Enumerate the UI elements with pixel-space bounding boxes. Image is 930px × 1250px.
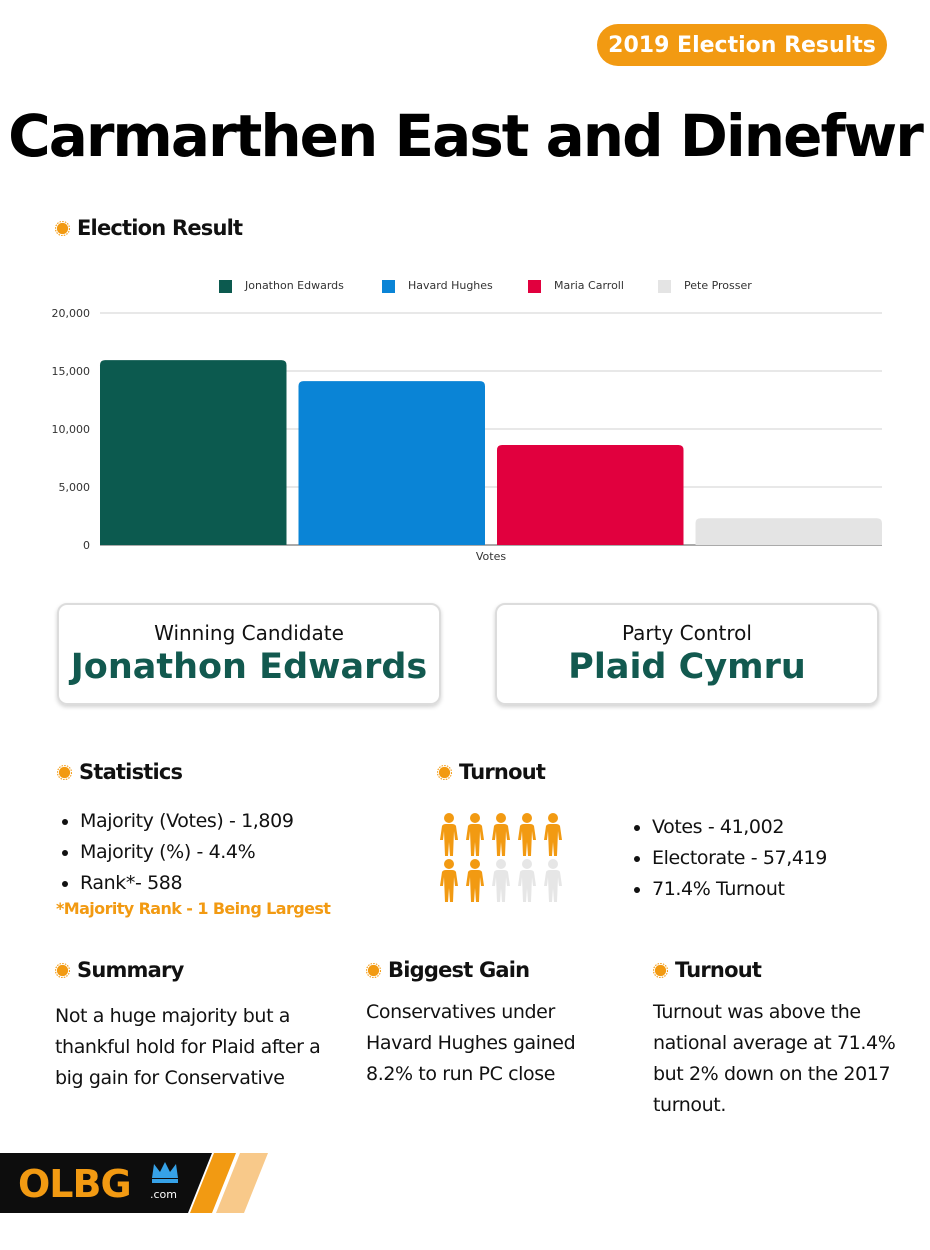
- text-line: Not a huge majority but a: [55, 1005, 290, 1027]
- sun-bullet-icon: [55, 963, 70, 978]
- person-icon: [466, 859, 484, 902]
- bar: [696, 518, 883, 545]
- list-item: • Rank*- 588: [80, 868, 294, 899]
- section-title: Turnout: [459, 760, 546, 784]
- winning-candidate-label: Winning Candidate: [154, 621, 344, 645]
- legend-label: Maria Carroll: [554, 279, 624, 292]
- legend-label: Havard Hughes: [408, 279, 493, 292]
- text-line: Conservatives under: [366, 1001, 555, 1023]
- statistics-list: [55, 806, 294, 899]
- person-icon: [544, 813, 562, 856]
- sun-bullet-icon: [437, 765, 452, 780]
- list-item: • Electorate - 57,419: [652, 843, 827, 874]
- section-turnout-notes: [653, 958, 761, 982]
- section-election-result: [55, 216, 242, 240]
- sun-bullet-icon: [366, 963, 381, 978]
- logo-suffix: .com: [150, 1188, 177, 1201]
- section-title: Statistics: [79, 760, 183, 784]
- list-item: • Majority (Votes) - 1,809: [80, 806, 294, 837]
- legend-swatch: [658, 280, 671, 293]
- x-category-label: Votes: [475, 550, 507, 563]
- section-title: Turnout: [675, 958, 762, 982]
- section-biggest-gain: [366, 958, 529, 982]
- text-line: big gain for Conservative: [55, 1067, 285, 1089]
- logo-text: OLBG: [18, 1162, 131, 1206]
- list-item: • Majority (%) - 4.4%: [80, 837, 294, 868]
- person-icon: [492, 859, 510, 902]
- olbg-logo: [0, 1153, 270, 1213]
- year-badge: 2019 Election Results: [597, 24, 887, 66]
- person-icon: [466, 813, 484, 856]
- y-tick-label: 5,000: [58, 481, 90, 494]
- turnout-notes-text: [653, 997, 895, 1121]
- y-tick-label: 20,000: [51, 307, 90, 320]
- text-line: 8.2% to run PC close: [366, 1063, 556, 1085]
- winning-candidate-card: [57, 603, 441, 705]
- y-tick-label: 0: [83, 539, 90, 552]
- text-line: national average at 71.4%: [653, 1032, 896, 1054]
- biggest-gain-text: [366, 997, 575, 1090]
- section-statistics: [57, 760, 182, 784]
- sun-bullet-icon: [653, 963, 668, 978]
- person-icon: [440, 859, 458, 902]
- section-title: Biggest Gain: [388, 958, 530, 982]
- legend-label: Jonathon Edwards: [245, 279, 344, 292]
- legend-label: Pete Prosser: [684, 279, 752, 292]
- bar: [299, 381, 486, 545]
- legend-swatch: [382, 280, 395, 293]
- party-control-card: [495, 603, 879, 705]
- text-line: thankful hold for Plaid after a: [55, 1036, 321, 1058]
- bar: [100, 360, 287, 545]
- y-tick-label: 15,000: [51, 365, 90, 378]
- person-icon: [518, 859, 536, 902]
- text-line: Turnout was above the: [653, 1001, 861, 1023]
- section-title: Election Result: [77, 216, 243, 240]
- section-title: Summary: [77, 958, 184, 982]
- bar: [497, 445, 684, 545]
- person-icon: [518, 813, 536, 856]
- person-icon: [544, 859, 562, 902]
- list-item: • 71.4% Turnout: [652, 874, 827, 905]
- turnout-list: [627, 812, 827, 905]
- sun-bullet-icon: [55, 221, 70, 236]
- legend-swatch: [219, 280, 232, 293]
- winning-candidate-value: Jonathon Edwards: [70, 647, 428, 687]
- legend-swatch: [528, 280, 541, 293]
- turnout-people-pictogram: [436, 812, 571, 904]
- section-summary: [55, 958, 183, 982]
- person-icon: [492, 813, 510, 856]
- section-turnout: [437, 760, 545, 784]
- party-control-label: Party Control: [622, 621, 752, 645]
- rank-footnote: *Majority Rank - 1 Being Largest: [56, 899, 331, 918]
- text-line: Havard Hughes gained: [366, 1032, 576, 1054]
- person-icon: [440, 813, 458, 856]
- summary-text: [55, 1001, 320, 1094]
- text-line: turnout.: [653, 1094, 726, 1116]
- page-title: Carmarthen East and Dinefwr: [8, 102, 922, 170]
- text-line: but 2% down on the 2017: [653, 1063, 891, 1085]
- bar-chart: [0, 265, 930, 570]
- sun-bullet-icon: [57, 765, 72, 780]
- party-control-value: Plaid Cymru: [568, 647, 806, 687]
- list-item: • Votes - 41,002: [652, 812, 827, 843]
- y-tick-label: 10,000: [51, 423, 90, 436]
